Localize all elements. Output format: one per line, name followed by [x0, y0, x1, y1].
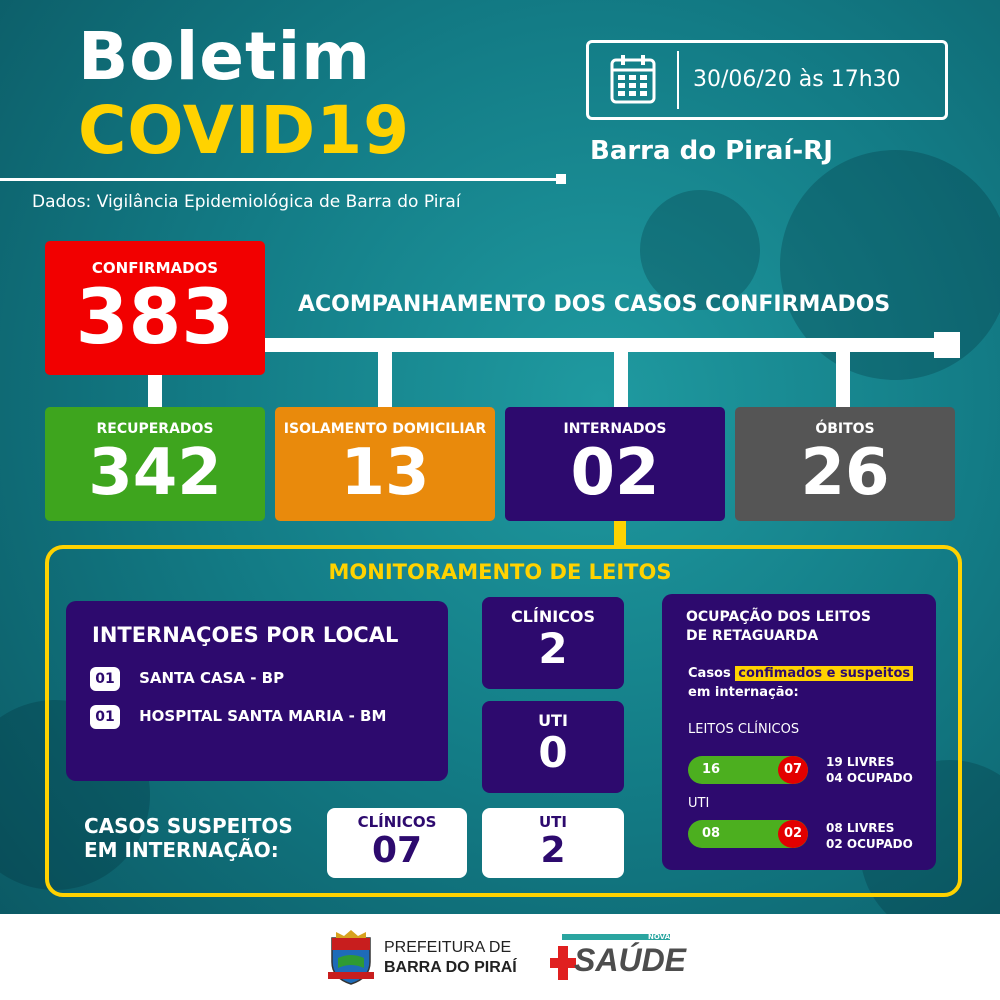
suspected-label [84, 814, 293, 862]
icu-beds-value: 0 [538, 728, 568, 777]
clinical-occupancy-bar [688, 756, 808, 784]
location-row [90, 705, 386, 729]
bed-monitoring-title: MONITORAMENTO DE LEITOS [328, 560, 672, 584]
suspected-label-line2: EM INTERNAÇÃO: [84, 838, 279, 862]
occupancy-note [688, 664, 913, 702]
suspected-clinical-card [327, 808, 467, 878]
backup-beds-occupancy [662, 594, 936, 870]
occupancy-note-suffix: em internação: [688, 685, 799, 700]
calendar-icon [609, 53, 657, 105]
clinical-free-text: 19 LIVRES [826, 755, 895, 769]
connector-drop-3 [614, 345, 628, 407]
icu-status [826, 820, 913, 852]
connector-drop-4 [836, 345, 850, 407]
recovered-card [45, 407, 265, 521]
clinical-beds-value: 2 [538, 624, 568, 673]
footer [0, 914, 1000, 1000]
icu-occupied-text: 02 OCUPADO [826, 837, 913, 851]
occupancy-note-highlight: confimados e suspeitos [735, 666, 913, 681]
title-boletim: Boletim [78, 18, 371, 95]
deaths-value: 26 [800, 436, 890, 510]
city-name: Barra do Piraí-RJ [590, 136, 833, 166]
title-covid19: COVID19 [78, 92, 411, 169]
icu-occupied-count: 02 [778, 820, 808, 848]
recovered-label: RECUPERADOS [96, 421, 214, 437]
location-count: 01 [90, 667, 120, 691]
saude-logo-small: NOVA [648, 933, 670, 941]
clinical-beds-section-label: LEITOS CLÍNICOS [688, 722, 800, 737]
header-divider [0, 178, 560, 181]
header-divider-end [556, 174, 566, 184]
by-location-title: INTERNAÇOES POR LOCAL [92, 623, 399, 647]
suspected-clinical-value: 07 [371, 830, 423, 871]
report-date: 30/06/20 às 17h30 [693, 67, 901, 92]
icu-occupancy-bar [688, 820, 808, 848]
connector-yellow [614, 521, 626, 547]
clinical-free-count: 16 [702, 762, 721, 777]
connector-drop-2 [378, 345, 392, 407]
confirmed-value: 383 [75, 272, 235, 361]
saude-logo-text: SAÚDE [574, 942, 687, 978]
occupancy-title-line1: OCUPAÇÃO DOS LEITOS [686, 609, 871, 625]
prefecture-line2: BARRA DO PIRAÍ [384, 959, 517, 976]
recovered-value: 342 [88, 436, 222, 510]
date-separator [677, 51, 679, 109]
hospitalized-label: INTERNADOS [563, 421, 667, 437]
occupancy-title [686, 608, 871, 646]
confirmed-card [45, 241, 265, 375]
suspected-icu-label: UTI [539, 813, 567, 831]
icu-section-label: UTI [688, 796, 710, 811]
prefecture-line1: PREFEITURA DE [384, 939, 512, 956]
location-count: 01 [90, 705, 120, 729]
location-row [90, 667, 284, 691]
suspected-label-line1: CASOS SUSPEITOS [84, 814, 293, 838]
clinical-status [826, 754, 913, 786]
clinical-occupied-text: 04 OCUPADO [826, 771, 913, 785]
tracking-title: ACOMPANHAMENTO DOS CASOS CONFIRMADOS [298, 292, 891, 317]
occupancy-note-prefix: Casos [688, 666, 736, 681]
suspected-icu-card [482, 808, 624, 878]
city-coat-of-arms-logo [326, 928, 376, 986]
data-source: Dados: Vigilância Epidemiológica de Barra do Piraí [32, 192, 461, 212]
icu-free-text: 08 LIVRES [826, 821, 895, 835]
suspected-clinical-label: CLÍNICOS [357, 813, 437, 831]
saude-logo [548, 934, 688, 988]
date-box [586, 40, 948, 120]
deaths-card [735, 407, 955, 521]
icu-beds-label: UTI [538, 711, 568, 730]
home-isolation-label: ISOLAMENTO DOMICILIAR [283, 421, 487, 437]
home-isolation-value: 13 [340, 436, 430, 510]
home-isolation-card [275, 407, 495, 521]
health-cross-icon [550, 946, 576, 980]
connector-end [934, 332, 960, 358]
location-name: SANTA CASA - BP [139, 669, 285, 687]
clinical-occupied-count: 07 [778, 756, 808, 784]
hospitalizations-by-location [66, 601, 448, 781]
hospitalized-card [505, 407, 725, 521]
occupancy-title-line2: DE RETAGUARDA [686, 628, 819, 644]
suspected-icu-value: 2 [540, 830, 566, 871]
hospitalized-value: 02 [570, 436, 660, 510]
deaths-label: ÓBITOS [815, 421, 875, 437]
clinical-beds-label: CLÍNICOS [510, 607, 596, 626]
icu-beds-card [482, 701, 624, 793]
confirmed-label: CONFIRMADOS [91, 259, 219, 277]
icu-free-count: 08 [702, 826, 721, 841]
clinical-beds-card [482, 597, 624, 689]
connector-drop-1 [148, 375, 162, 407]
location-name: HOSPITAL SANTA MARIA - BM [139, 707, 387, 725]
prefecture-name [384, 938, 517, 978]
